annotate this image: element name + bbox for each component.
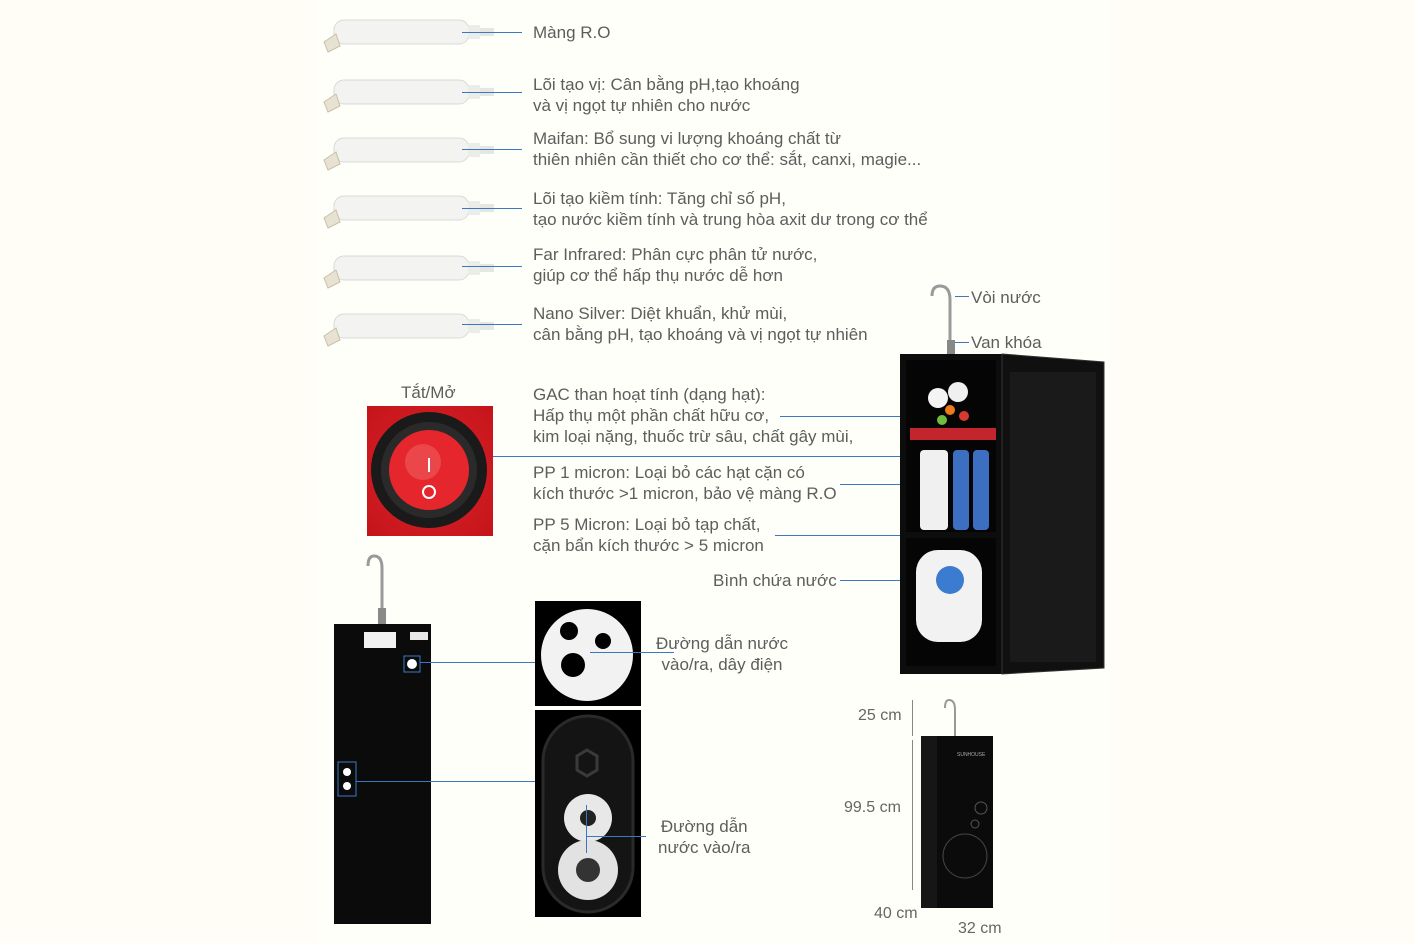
inlets-label: Đường dẫn nước vào/ra xyxy=(658,817,751,857)
inlets-pointer-line xyxy=(356,781,536,782)
filter-label: Lõi tạo kiềm tính: Tăng chỉ số pH, tạo nước kiềm tính và trung hòa axit dư trong cơ thể xyxy=(533,189,928,229)
filter-cartridge-icon xyxy=(322,134,497,179)
filter-pointer-line xyxy=(462,149,522,150)
filter-pointer-line xyxy=(462,32,522,33)
filter-label: Far Infrared: Phân cực phân tử nước, giúp cơ thể hấp thụ nước dễ hơn xyxy=(533,245,818,285)
tank-label: Bình chứa nước xyxy=(713,571,837,590)
filter-label: Lõi tạo vị: Cân bằng pH,tạo khoáng và vị ngọt tự nhiên cho nước xyxy=(533,75,800,115)
filter-pointer-line xyxy=(462,266,522,267)
filter-pointer-line xyxy=(462,92,522,93)
ports-closeup-photo xyxy=(535,601,641,706)
ports-pointer-line xyxy=(420,662,536,663)
brand-logo: SUNHOUSE xyxy=(957,752,986,758)
switch-pointer-line xyxy=(493,456,933,457)
power-switch-photo xyxy=(367,406,493,536)
filter-cartridge-icon xyxy=(322,192,497,237)
inlets-closeup-photo xyxy=(535,710,641,917)
switch-label: Tắt/Mở xyxy=(401,383,456,402)
gac-label: GAC than hoạt tính (dạng hạt): Hấp thụ một phần chất hữu cơ, kim loại nặng, thuốc trừ sâu, chất gây mùi, xyxy=(533,385,854,446)
filter-cartridge-icon xyxy=(322,76,497,121)
filter-pointer-line xyxy=(462,324,522,325)
ports-label: Đường dẫn nước vào/ra, dây điện xyxy=(656,634,789,674)
dimension-width: 32 cm xyxy=(958,920,1002,937)
filter-cartridge-icon xyxy=(322,16,497,61)
filter-label: Nano Silver: Diệt khuẩn, khử mùi, cân bằng pH, tạo khoáng và vị ngọt tự nhiên xyxy=(533,304,868,344)
cabinet-side-photo xyxy=(334,552,432,924)
dimension-top: 25 cm xyxy=(858,707,902,724)
filter-cartridge-icon xyxy=(322,310,497,355)
filter-cartridge-icon xyxy=(322,252,497,297)
dimension-depth: 40 cm xyxy=(874,905,918,922)
filter-pointer-line xyxy=(462,208,522,209)
dimension-drawing xyxy=(905,696,1005,921)
power-switch-icon xyxy=(367,406,493,536)
valve-label: Van khóa xyxy=(971,333,1042,352)
dimension-height: 99.5 cm xyxy=(844,799,901,816)
pp5-label: PP 5 Micron: Loại bỏ tạp chất, cặn bẩn kích thước > 5 micron xyxy=(533,515,764,555)
filter-label: Maifan: Bổ sung vi lượng khoáng chất từ thiên nhiên cần thiết cho cơ thể: sắt, canxi, magie... xyxy=(533,129,922,169)
pp1-label: PP 1 micron: Loại bỏ các hạt cặn có kích thước >1 micron, bảo vệ màng R.O xyxy=(533,463,837,503)
filter-label: Màng R.O xyxy=(533,23,611,42)
faucet-label: Vòi nước xyxy=(971,288,1041,307)
